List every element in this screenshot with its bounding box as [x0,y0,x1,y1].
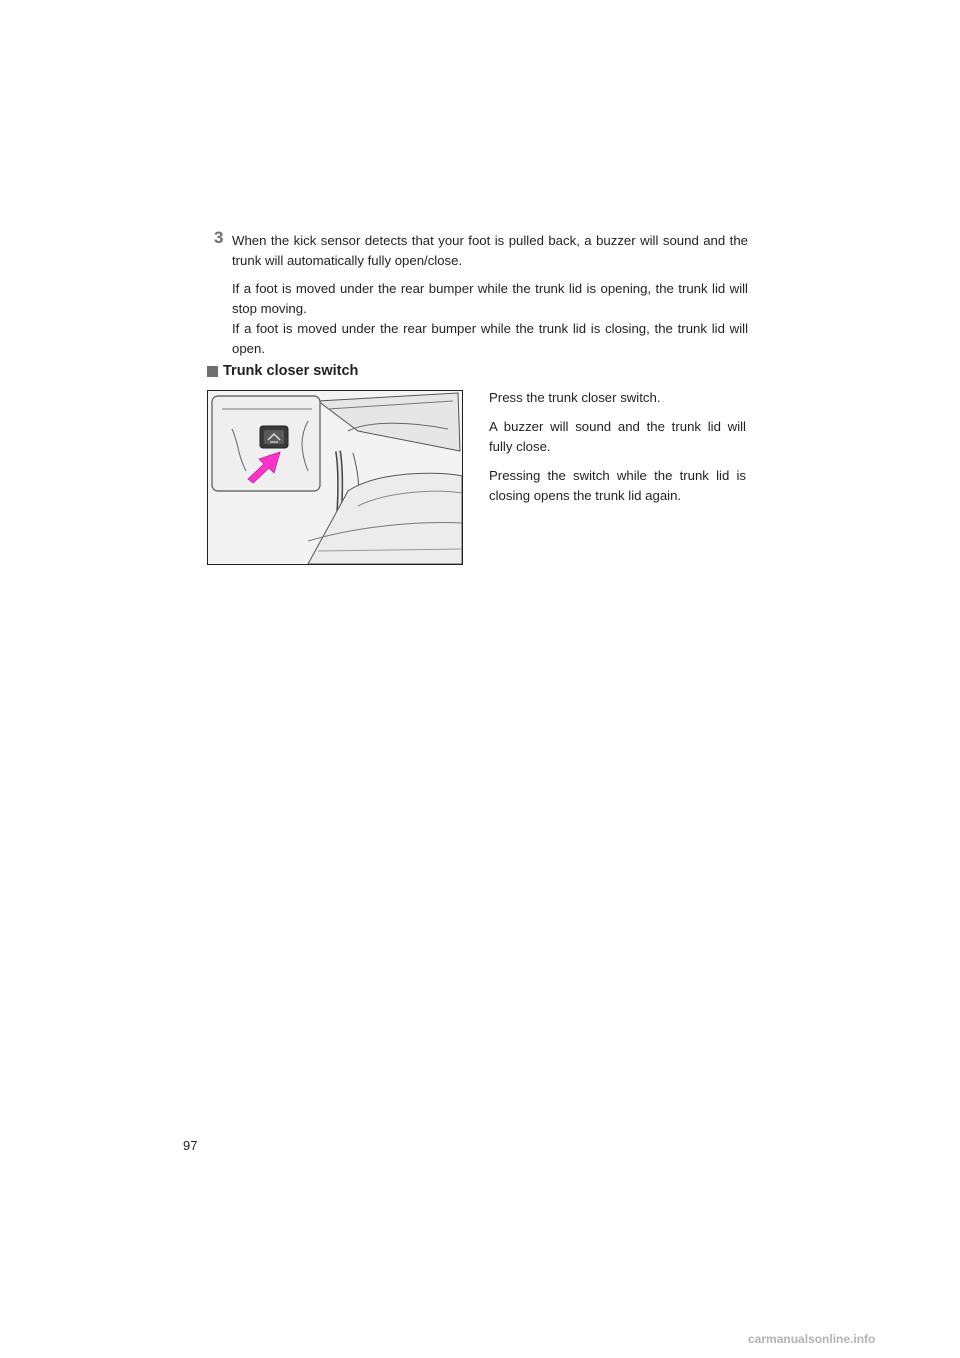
step-number: 3 [214,228,224,247]
heading-square-icon [207,366,218,377]
step-main-text: When the kick sensor detects that your foot is pulled back, a buzzer will sound and the trunk will automatically fully open/close. [232,233,748,268]
step-note-2: If a foot is moved under the rear bumper while the trunk lid is closing, the trunk lid will open. [232,321,748,356]
section-paragraph-2: A buzzer will sound and the trunk lid will fully close. [489,419,746,454]
section-title: Trunk closer switch [223,363,359,379]
watermark: carmanualsonline.info [748,1332,876,1346]
trunk-closer-illustration [207,390,463,565]
section-heading [207,363,358,379]
page-number: 97 [183,1138,198,1153]
section-paragraph-3: Pressing the switch while the trunk lid is closing opens the trunk lid again. [489,468,746,503]
step-notes [214,279,748,359]
trunk-illustration-svg [208,391,462,564]
step-note-1: If a foot is moved under the rear bumper while the trunk lid is opening, the trunk lid will stop moving. [232,281,748,316]
trunk-close-switch-icon [260,426,288,448]
step-3 [214,228,748,359]
section-paragraph-1: Press the trunk closer switch. [489,390,661,405]
section-body [489,388,746,515]
